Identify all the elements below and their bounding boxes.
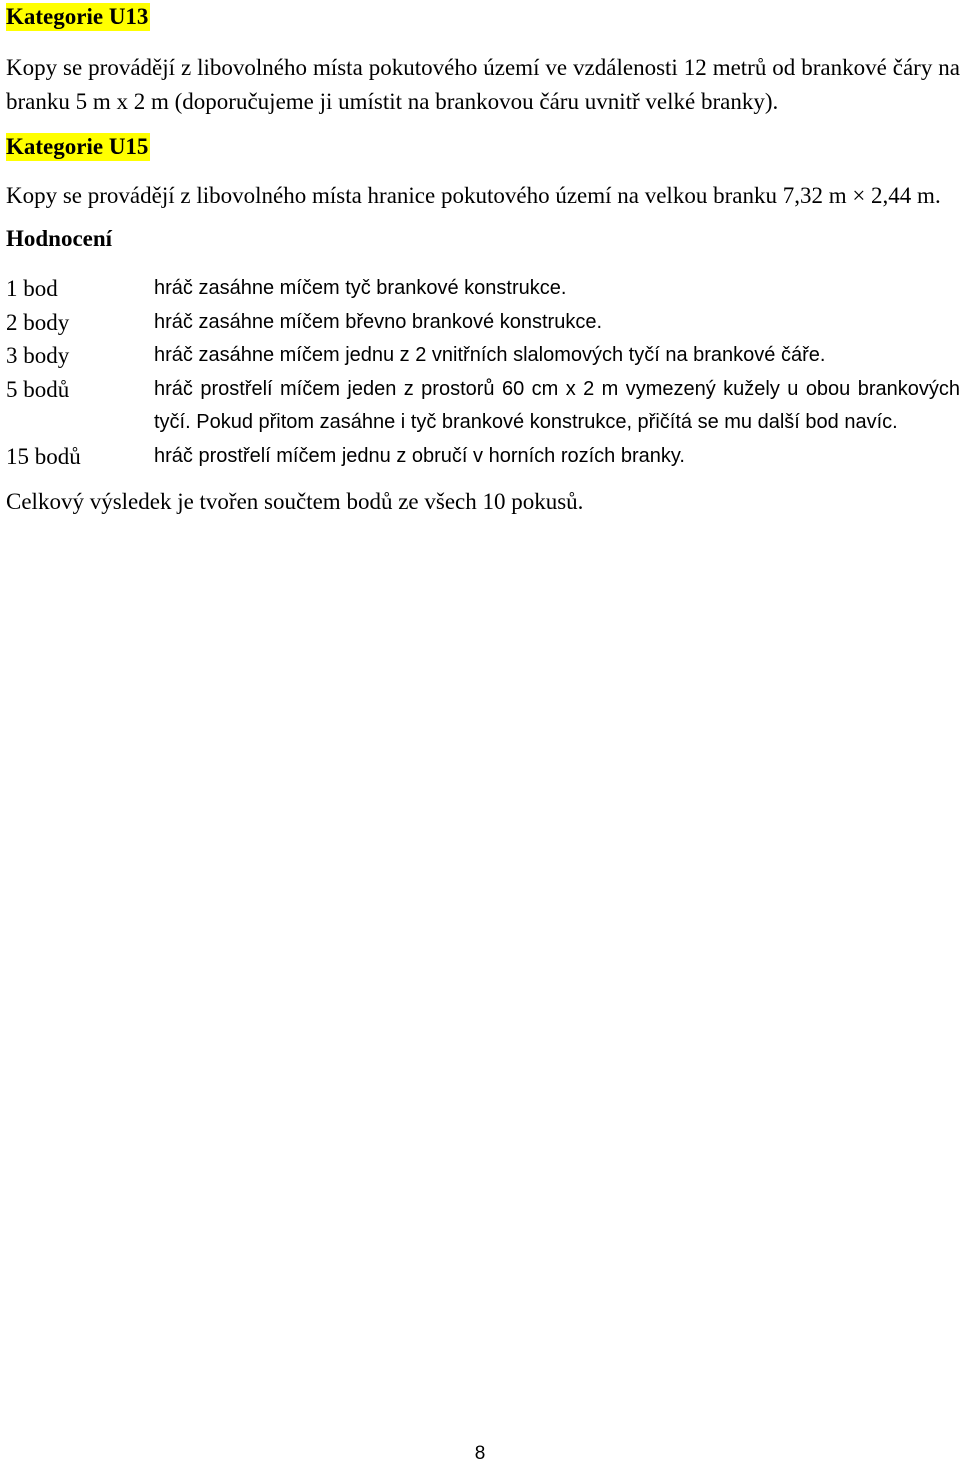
paragraph-u15: Kopy se provádějí z libovolného místa hranice pokutového území na velkou branku 7,32 m × 2,44 m. [6, 183, 941, 208]
section-u13 [6, 0, 960, 119]
scoring-row [6, 306, 960, 340]
scoring-description: hráč prostřelí míčem jeden z prostorů 60 cm x 2 m vymezený kužely u obou brankových tyčí. Pokud přitom zasáhne i tyč brankové konstrukce, přičítá se mu další bod navíc. [154, 377, 960, 433]
scoring-points: 3 body [6, 343, 70, 368]
scoring-description: hráč prostřelí míčem jednu z obručí v horních rozích branky. [154, 444, 685, 467]
scoring-list [6, 272, 960, 473]
scoring-row [6, 339, 960, 373]
page-number: 8 [474, 1443, 486, 1464]
heading-scoring: Hodnocení [6, 226, 113, 251]
scoring-points: 2 body [6, 309, 70, 335]
section-scoring [6, 225, 960, 519]
scoring-description: hráč zasáhne míčem jednu z 2 vnitřních slalomových tyčí na brankové čáře. [154, 344, 826, 366]
scoring-row [6, 440, 960, 474]
heading-u13: Kategorie U13 [6, 4, 149, 29]
scoring-description: hráč zasáhne míčem tyč brankové konstrukce. [154, 277, 567, 299]
scoring-conclusion: Celkový výsledek je tvořen součtem bodů ze všech 10 pokusů. [6, 489, 584, 514]
heading-u15: Kategorie U15 [6, 134, 149, 159]
paragraph-u13: Kopy se provádějí z libovolného místa pokutového území ve vzdálenosti 12 metrů od brankové čáry na branku 5 m x 2 m (doporučujeme ji umístit na brankovou čáru uvnitř velké branky). [6, 55, 960, 114]
scoring-description: hráč zasáhne míčem břevno brankové konstrukce. [154, 310, 602, 333]
scoring-row [6, 272, 960, 306]
scoring-points: 5 bodů [6, 376, 70, 402]
section-u15 [6, 133, 960, 213]
document-page [6, 0, 960, 542]
scoring-points: 1 bod [6, 276, 58, 301]
scoring-points: 15 bodů [6, 443, 81, 469]
scoring-row [6, 373, 960, 440]
